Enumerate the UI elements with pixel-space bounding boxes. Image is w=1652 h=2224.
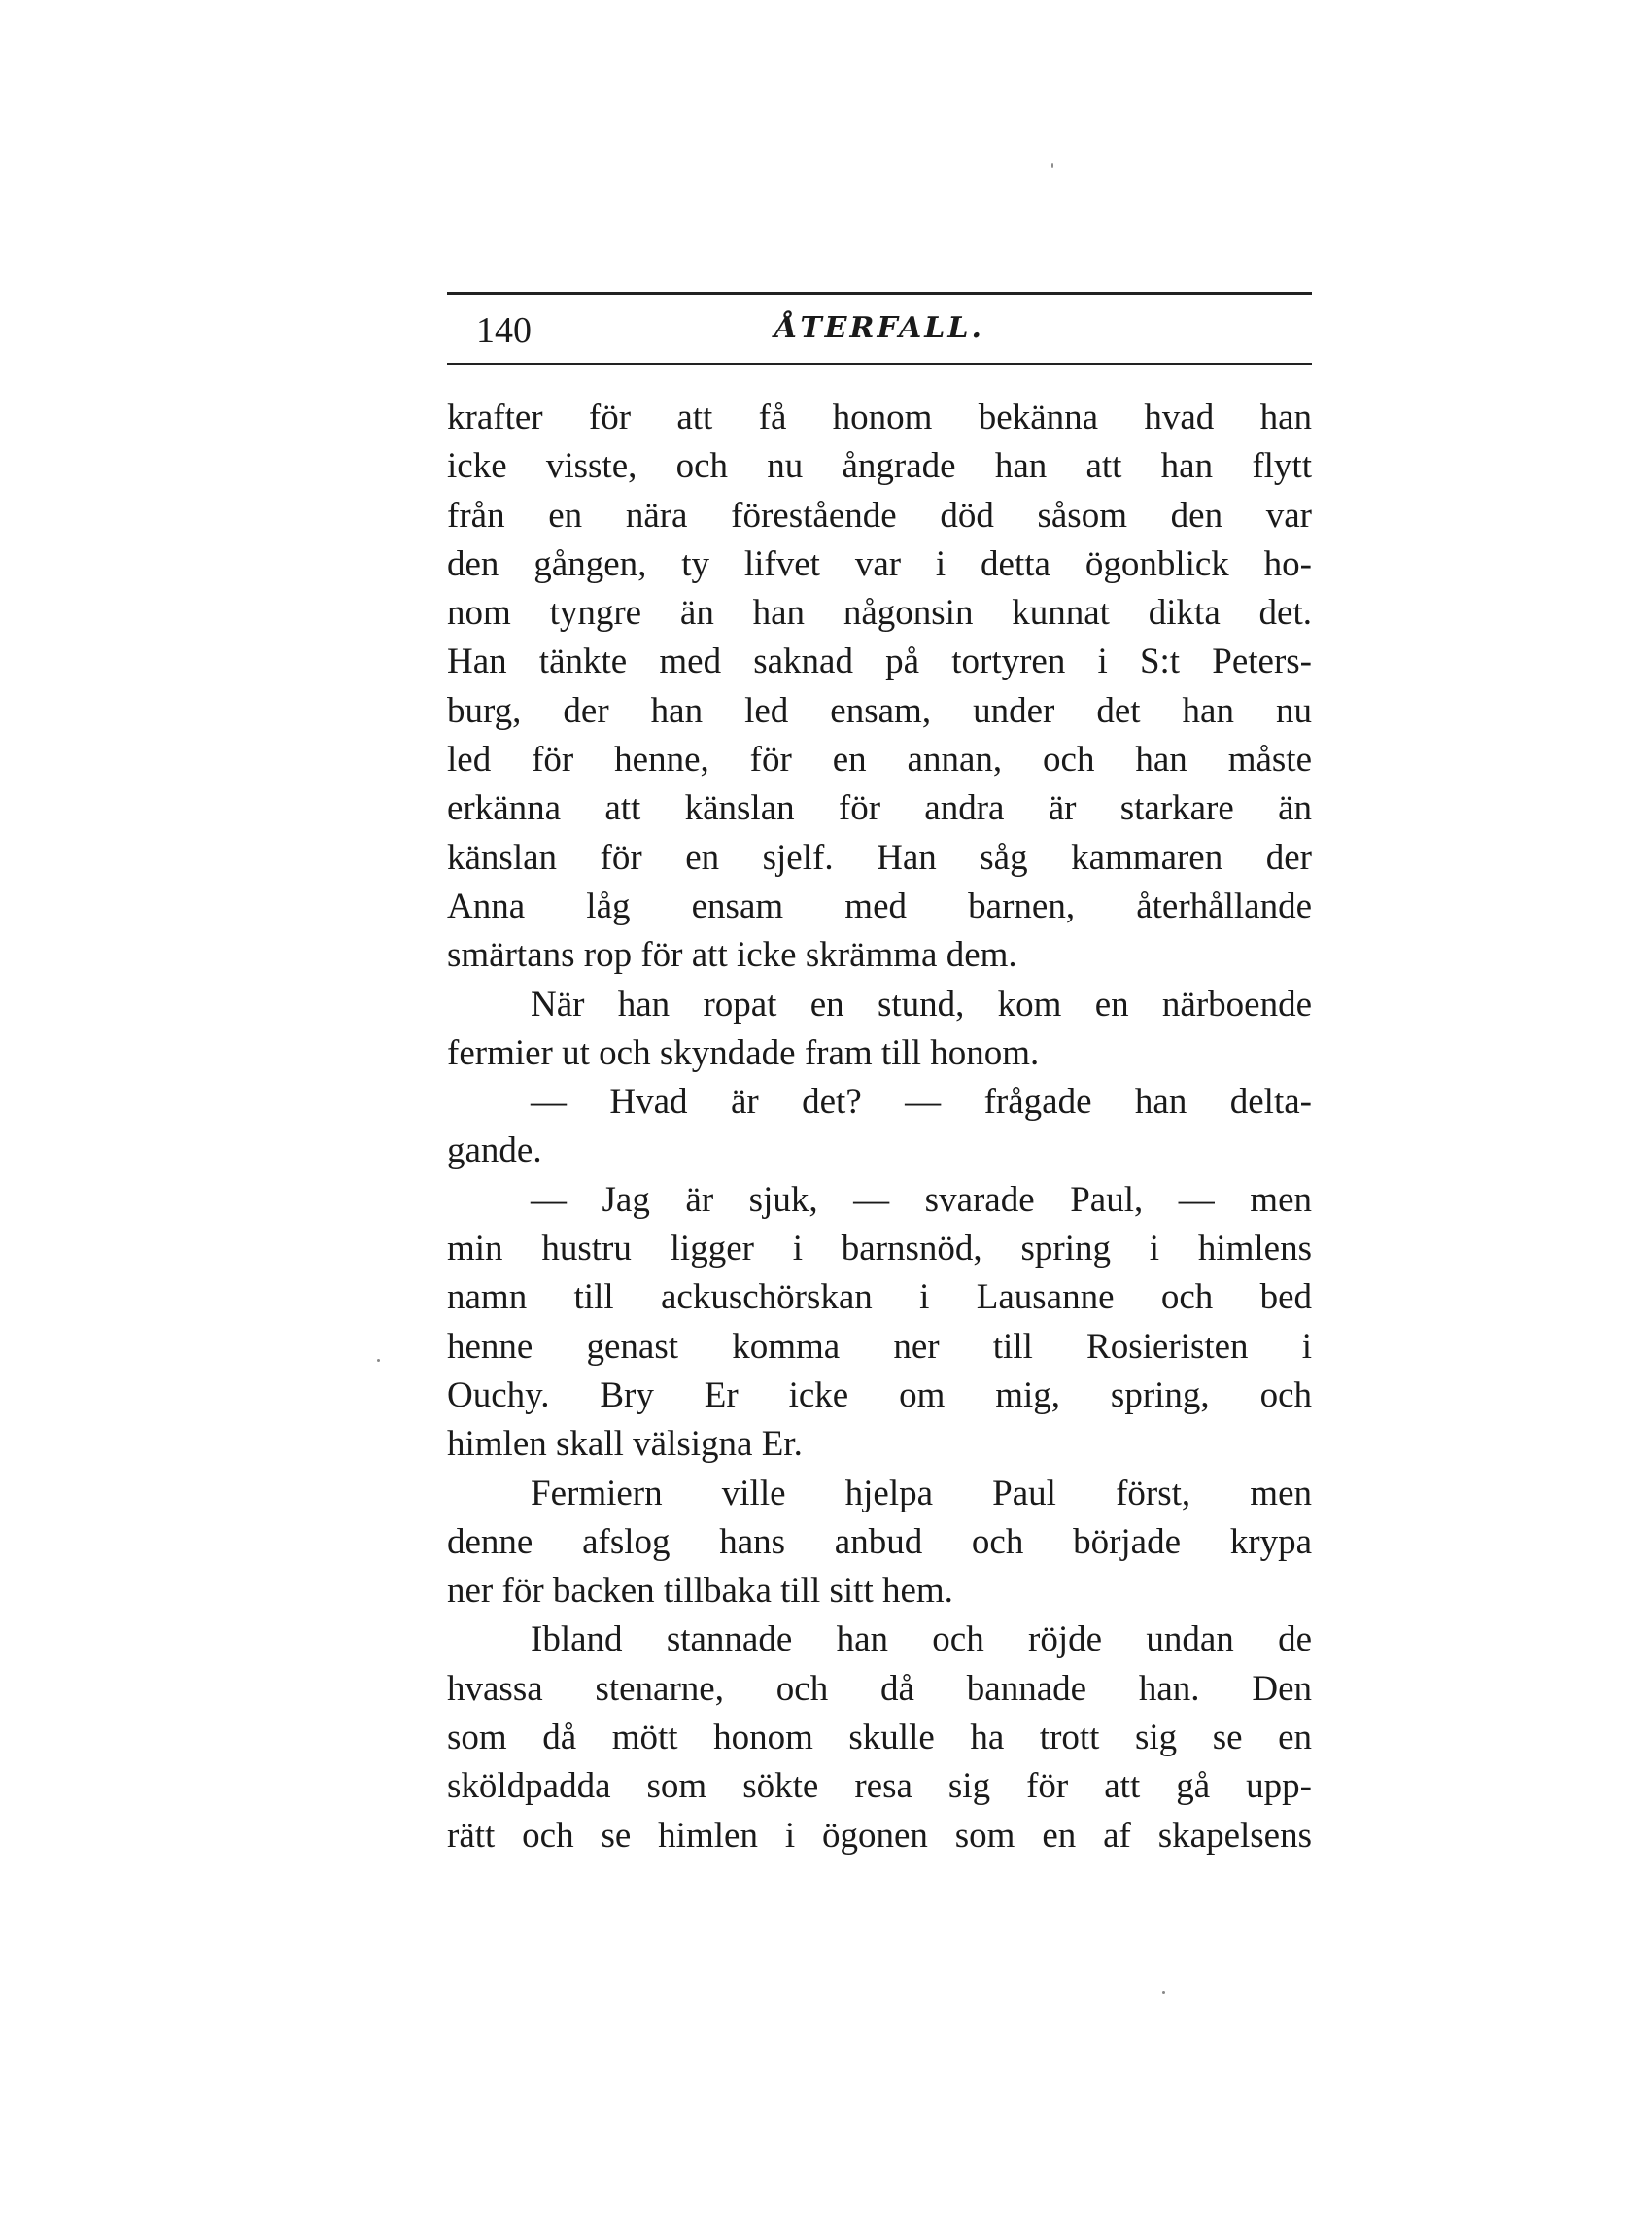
- text-line: krafter för att få honom bekänna hvad han: [447, 398, 1312, 437]
- running-head: ÅTERFALL.: [774, 311, 984, 345]
- text-line: — Hvad är det? — frågade han delta-: [531, 1082, 1312, 1123]
- text-line: Anna låg ensam med barnen, återhållande: [447, 886, 1312, 926]
- text-line: icke visste, och nu ångrade han att han flytt: [447, 446, 1312, 487]
- text-line: fermier ut och skyndade fram till honom.: [447, 1032, 1040, 1073]
- header-rule-bottom: [447, 363, 1312, 365]
- paper-speck: [1051, 163, 1053, 168]
- text-line: sköldpadda som sökte resa sig för att gå upp-: [447, 1766, 1312, 1807]
- page-number: 140: [476, 310, 532, 351]
- text-line: gande.: [447, 1130, 542, 1171]
- text-line: burg, der han led ensam, under det han nu: [447, 690, 1312, 731]
- text-line: henne genast komma ner till Rosieristen i: [447, 1326, 1312, 1367]
- text-line: — Jag är sjuk, — svarade Paul, — men: [531, 1179, 1312, 1220]
- body-text: [447, 394, 1312, 1860]
- paper-speck: [377, 1359, 380, 1362]
- text-line: känslan för en sjelf. Han såg kammaren der: [447, 837, 1312, 878]
- text-line: Fermiern ville hjelpa Paul först, men: [531, 1473, 1312, 1513]
- text-line: från en nära förestående död såsom den var: [447, 495, 1312, 536]
- text-line: namn till ackuschörskan i Lausanne och bed: [447, 1277, 1312, 1318]
- page-header: [447, 303, 1312, 352]
- text-line: led för henne, för en annan, och han måste: [447, 740, 1312, 781]
- header-rule-top: [447, 292, 1312, 295]
- text-line: Han tänkte med saknad på tortyren i S:t Peters-: [447, 642, 1312, 682]
- text-line: som då mött honom skulle ha trott sig se en: [447, 1718, 1312, 1758]
- text-line: nom tyngre än han någonsin kunnat dikta det.: [447, 593, 1312, 634]
- text-line: När han ropat en stund, kom en närboende: [531, 984, 1312, 1025]
- text-line: hvassa stenarne, och då bannade han. Den: [447, 1668, 1312, 1709]
- text-line: smärtans rop för att icke skrämma dem.: [447, 935, 1017, 976]
- text-line: min hustru ligger i barnsnöd, spring i himlens: [447, 1229, 1312, 1269]
- text-line: erkänna att känslan för andra är starkare än: [447, 788, 1312, 829]
- paper-speck: [1162, 1991, 1165, 1994]
- text-line: ner för backen tillbaka till sitt hem.: [447, 1571, 953, 1612]
- text-line: Ouchy. Bry Er icke om mig, spring, och: [447, 1374, 1312, 1415]
- text-line: denne afslog hans anbud och började krypa: [447, 1521, 1312, 1562]
- text-line: Ibland stannade han och röjde undan de: [531, 1619, 1312, 1660]
- text-line: rätt och se himlen i ögonen som en af skapelsens: [447, 1815, 1312, 1856]
- text-line: himlen skall välsigna Er.: [447, 1424, 803, 1465]
- text-line: den gången, ty lifvet var i detta ögonblick ho-: [447, 543, 1312, 584]
